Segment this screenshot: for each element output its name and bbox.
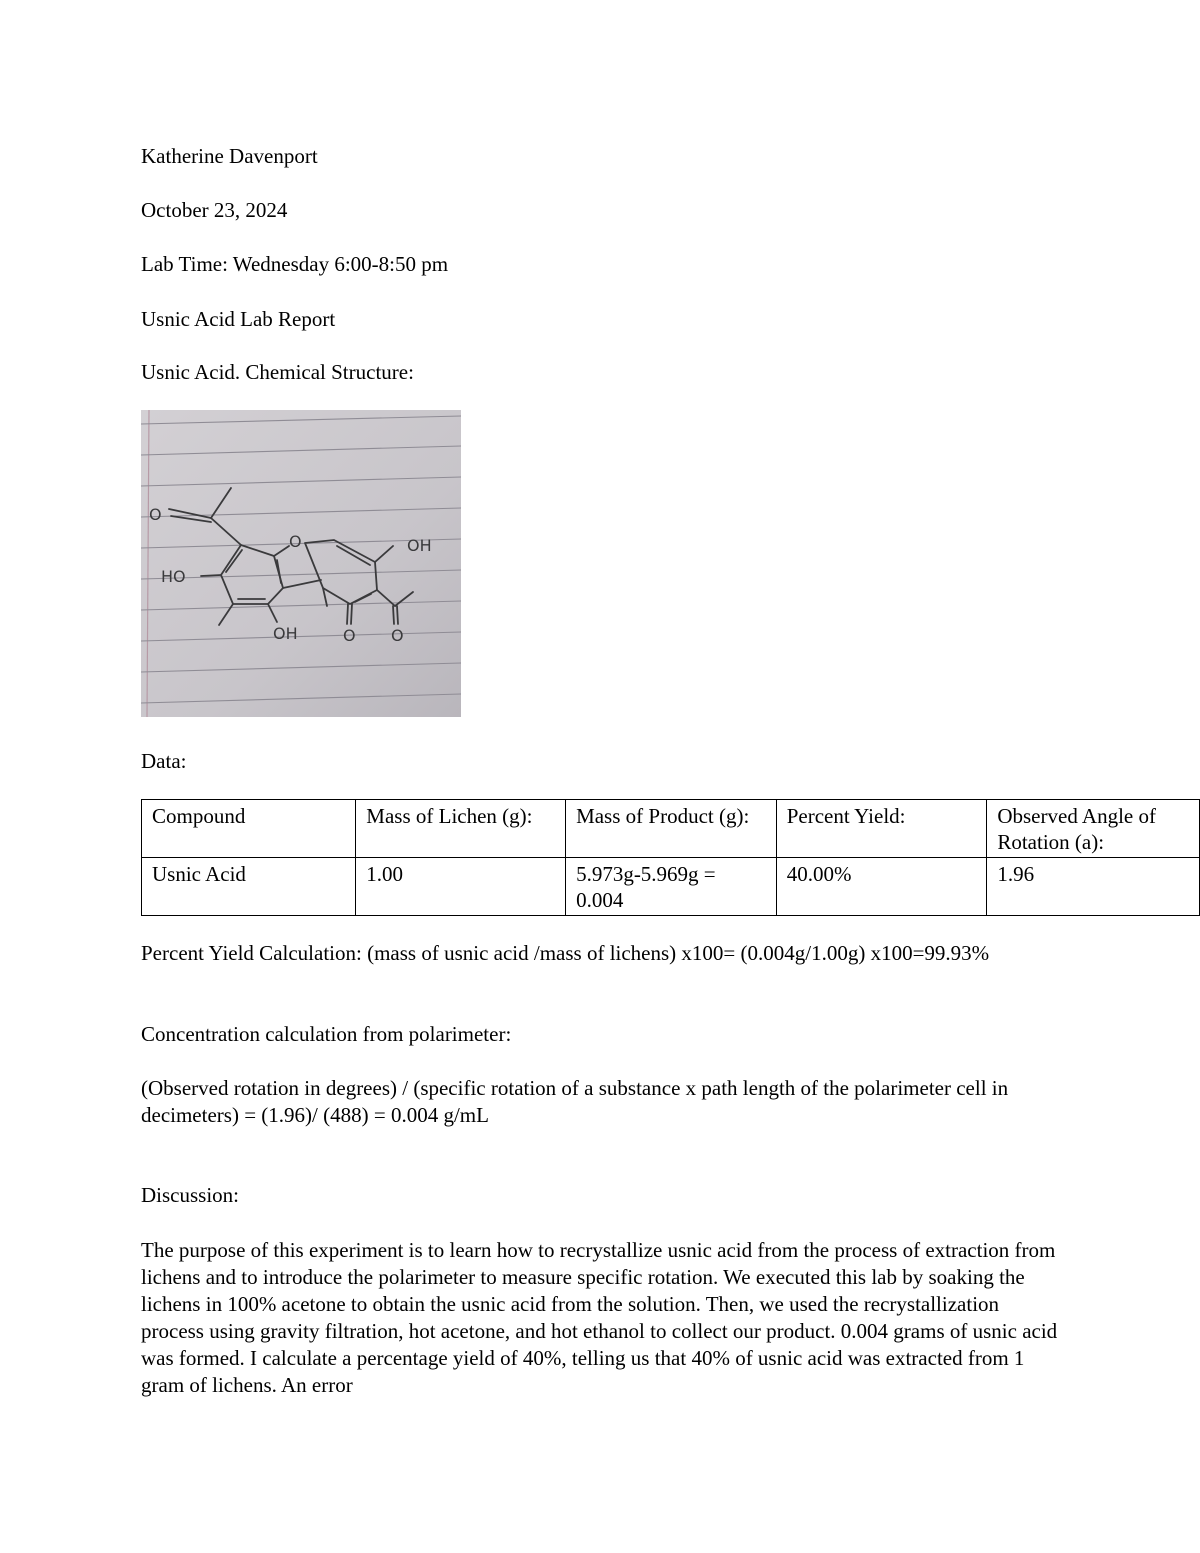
chemical-structure-drawing <box>141 410 461 717</box>
table-row <box>142 858 1200 916</box>
data-heading: Data: <box>141 749 187 773</box>
concentration-heading: Concentration calculation from polarimeter: <box>141 1022 512 1046</box>
table-cell: 40.00% <box>776 858 987 916</box>
label-o-bottom-2: O <box>391 626 404 645</box>
table-header-cell: Compound <box>142 800 356 858</box>
table-cell: 1.00 <box>356 858 566 916</box>
structure-heading: Usnic Acid. Chemical Structure: <box>141 360 414 384</box>
table-header-cell: Observed Angle of Rotation (a): <box>987 800 1200 858</box>
table-cell: 5.973g-5.969g = 0.004 <box>566 858 777 916</box>
table-header-row <box>142 800 1200 858</box>
label-oh-bottom: OH <box>273 624 298 643</box>
lab-time: Lab Time: Wednesday 6:00-8:50 pm <box>141 252 449 276</box>
report-title: Usnic Acid Lab Report <box>141 307 336 331</box>
label-o-ring: O <box>289 532 302 551</box>
table-cell: 1.96 <box>987 858 1200 916</box>
author-name: Katherine Davenport <box>141 144 318 168</box>
table-header-cell: Mass of Product (g): <box>566 800 777 858</box>
label-oh-top: OH <box>407 536 432 555</box>
label-ho: HO <box>161 567 186 586</box>
table-header-cell: Mass of Lichen (g): <box>356 800 566 858</box>
discussion-body: The purpose of this experiment is to learn how to recrystallize usnic acid from the process of extraction from lichens and to introduce the polarimeter to measure specific rotation. We executed this lab by soaking the lichens in 100% acetone to obtain the usnic acid from the solution. Then, we used the recrystallization process using gravity filtration, hot acetone, and hot ethanol to collect our product. 0.004 grams of usnic acid was formed. I calculate a percentage yield of 40%, telling us that 40% of usnic acid was extracted from 1 gram of lichens. An error <box>141 1238 1058 1397</box>
label-o-left: O <box>149 505 162 524</box>
concentration-formula: (Observed rotation in degrees) / (specific rotation of a substance x path length of the polarimeter cell in decimeters) = (1.96)/ (488) = 0.004 g/mL <box>141 1076 1009 1127</box>
chemical-structure-photo <box>141 410 461 717</box>
table-cell: Usnic Acid <box>142 858 356 916</box>
table-header-cell: Percent Yield: <box>776 800 987 858</box>
report-date: October 23, 2024 <box>141 198 288 222</box>
percent-yield-calculation: Percent Yield Calculation: (mass of usnic acid /mass of lichens) x100= (0.004g/1.00g) x100=99.93% <box>141 941 990 965</box>
discussion-heading: Discussion: <box>141 1183 240 1207</box>
label-o-bottom-1: O <box>343 626 356 645</box>
results-table <box>141 799 1200 916</box>
